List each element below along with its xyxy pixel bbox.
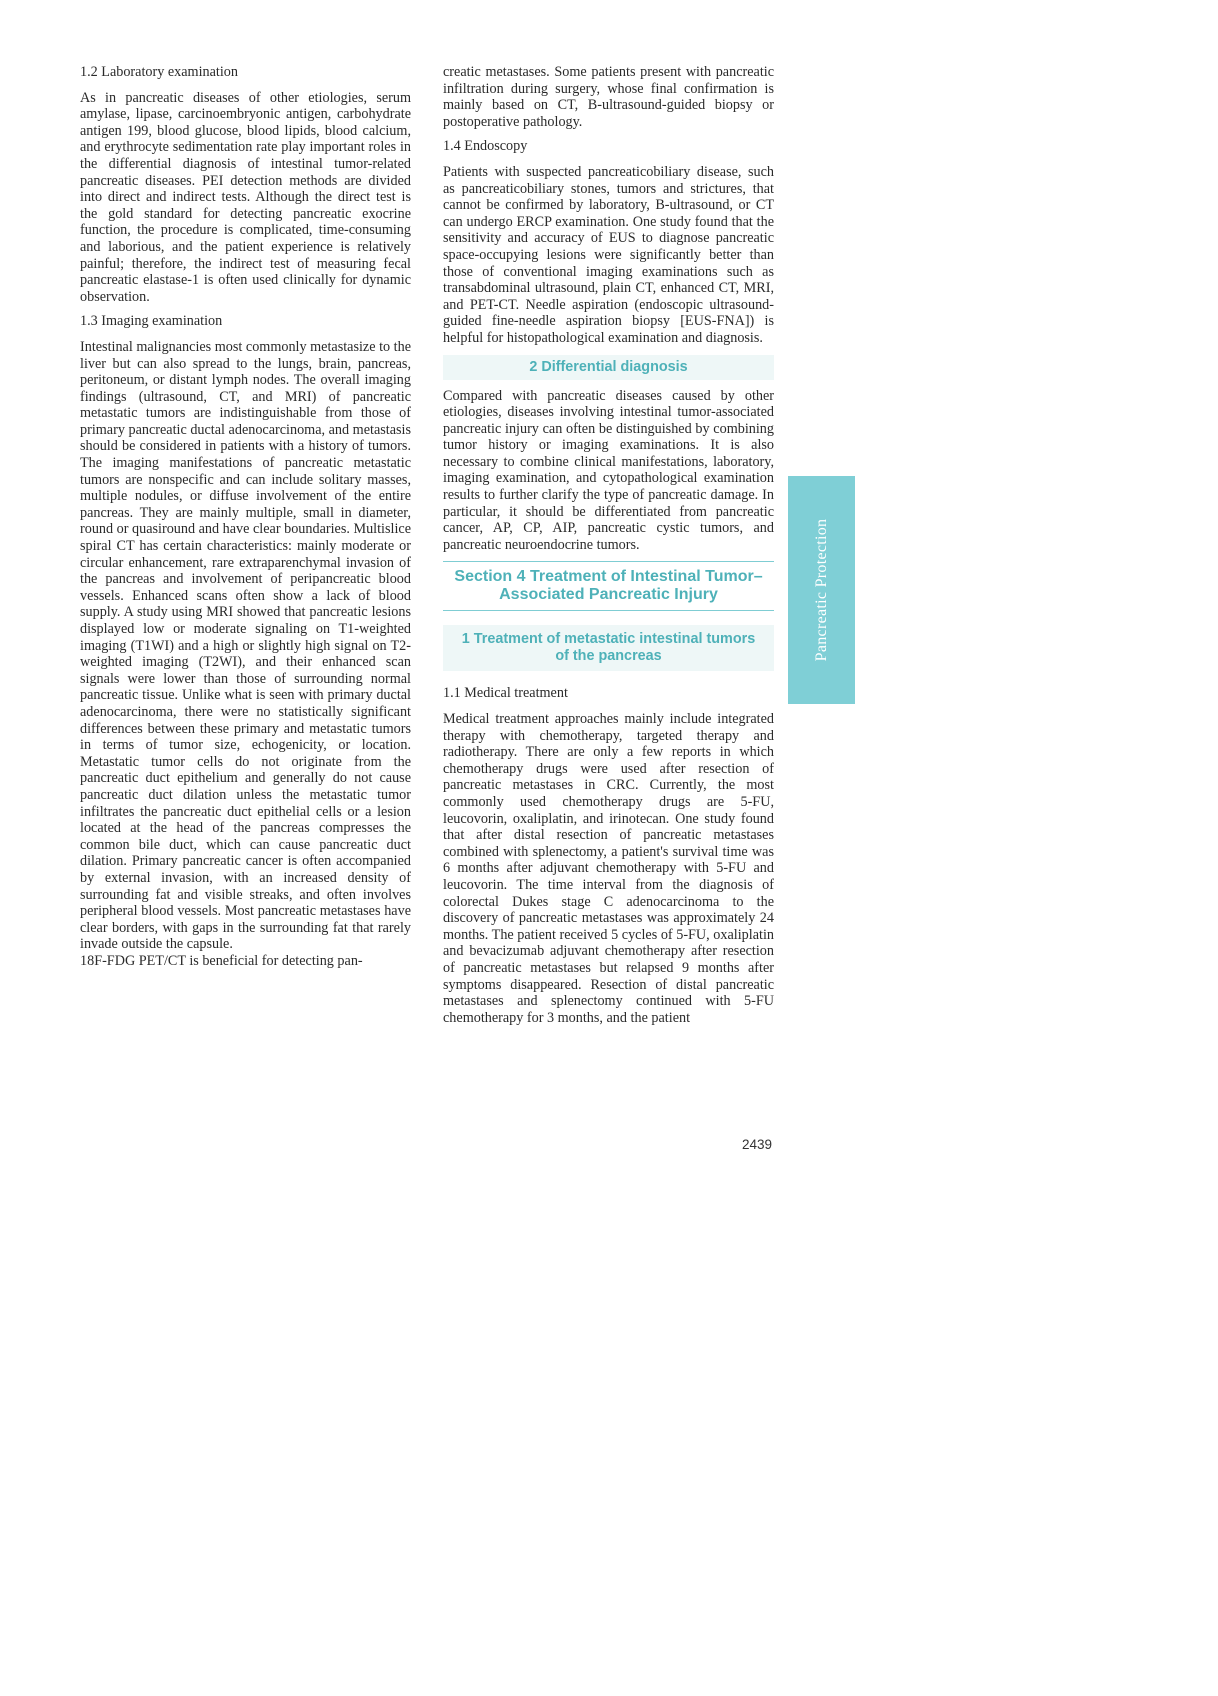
side-tab-label: Pancreatic Protection <box>812 518 830 662</box>
section-4-heading <box>443 561 774 611</box>
side-tab <box>788 476 855 704</box>
treatment-metastatic-heading-line-2: of the pancreas <box>555 648 662 665</box>
right-column <box>443 64 774 1034</box>
section-1-2-body: As in pancreatic diseases of other etiologies, serum amylase, lipase, carcinoembryonic antigen, carbohydrate antigen 199, blood glucose, blood lipids, blood calcium, and erythrocyte sedimentation rate play important roles in the differential diagnosis of intestinal tumor-related pancreatic diseases. PEI detection methods are divided into direct and indirect tests. Although the direct test is the gold standard for detecting pancreatic exocrine function, the procedure is complicated, time-consuming and laborious, and the patient experience is relatively painful; therefore, the indirect test of measuring fecal pancreatic elastase-1 is often used clinically for dynamic observation. <box>80 89 411 305</box>
section-1-4-title: 1.4 Endoscopy <box>443 138 528 155</box>
section-1-3-title: 1.3 Imaging examination <box>80 313 223 330</box>
page-number: 2439 <box>742 1137 773 1152</box>
differential-diagnosis-body: Compared with pancreatic diseases caused by other etiologies, diseases involving intestinal tumor-associated pancreatic injury can often be distinguished by combining tumor history or imaging examinations. It is also necessary to combine clinical manifestations, laboratory, imaging examination, and cytopathological examination results to further clarify the type of pancreatic damage. In particular, it should be differentiated from pancreatic cancer, AP, CP, AIP, pancreatic cystic tumors, and pancreatic neuroendocrine tumors. <box>443 387 774 553</box>
section-1-3-continued: 18F-FDG PET/CT is beneficial for detecting pan- <box>80 952 363 969</box>
differential-diagnosis-heading: 2 Differential diagnosis <box>443 355 774 380</box>
section-4-heading-line-1: Section 4 Treatment of Intestinal Tumor– <box>454 568 763 586</box>
treatment-metastatic-heading-line-1: 1 Treatment of metastatic intestinal tumors <box>461 631 756 648</box>
section-1-4-body: Patients with suspected pancreaticobiliary disease, such as pancreaticobiliary stones, tumors and strictures, that cannot be confirmed by laboratory, B-ultrasound, or CT can undergo ERCP examination. One study found that the sensitivity and accuracy of EUS to diagnose pancreatic space-occupying lesions were significantly better than those of conventional imaging examinations such as transabdominal ultrasound, plain CT, enhanced CT, MRI, and PET-CT. Needle aspiration (endoscopic ultrasound-guided fine-needle aspiration biopsy [EUS-FNA]) is helpful for histopathological examination and diagnosis. <box>443 163 774 346</box>
section-1-1-title: 1.1 Medical treatment <box>443 685 568 702</box>
continued-paragraph: creatic metastases. Some patients present with pancreatic infiltration during surgery, whose final confirmation is mainly based on CT, B-ultrasound-guided biopsy or postoperative pathology. <box>443 64 774 130</box>
treatment-metastatic-heading <box>443 625 774 671</box>
left-column <box>80 64 411 977</box>
section-1-1-body: Medical treatment approaches mainly include integrated therapy with chemotherapy, targeted therapy and radiotherapy. There are only a few reports in which chemotherapy drugs were used after resection of pancreatic metastases in CRC. Currently, the most commonly used chemotherapy drugs are 5-FU, leucovorin, oxaliplatin, and irinotecan. One study found that after distal resection of pancreatic metastases combined with splenectomy, a patient's survival time was 6 months after adjuvant chemotherapy with 5-FU and leucovorin. The time interval from the diagnosis of colorectal Dukes stage C adenocarcinoma to the discovery of pancreatic metastases was approximately 24 months. The patient received 5 cycles of 5-FU, oxaliplatin and bevacizumab adjuvant chemotherapy after resection of pancreatic metastases but relapsed 9 months after symptoms disappeared. Resection of distal pancreatic metastases and splenectomy continued with 5-FU chemotherapy for 3 months, and the patient <box>443 711 774 1026</box>
section-1-3-body: Intestinal malignancies most commonly metastasize to the liver but can also spread to the lungs, brain, pancreas, peritoneum, or distant lymph nodes. The overall imaging findings (ultrasound, CT, and MRI) of pancreatic metastatic tumors are indistinguishable from those of primary pancreatic ductal adenocarcinoma, and metastasis should be considered in patients with a history of tumors. The imaging manifestations of pancreatic metastatic tumors are nonspecific and can include solitary masses, multiple nodules, or diffuse involvement of the entire pancreas. They are mainly multiple, small in diameter, round or quasiround and have clear boundaries. Multislice spiral CT has certain characteristics: mainly moderate or circular enhancement, rare extraparenchymal invasion of the pancreas and involvement of peripancreatic blood vessels. Enhanced scans often show a lack of blood supply. A study using MRI showed that pancreatic lesions displayed low or moderate signaling on T1-weighted imaging (T1WI) and a high or slightly high signal on T2-weighted imaging (T2WI), and their enhanced scan signals were lower than those of surrounding normal pancreatic tissue. Unlike what is seen with primary ductal adenocarcinoma, there were no statistically significant differences between these primary and metastatic tumors in terms of tumor size, echogenicity, or location. Metastatic tumor cells do not originate from the pancreatic duct epithelium and generally do not cause pancreatic duct dilation unless the metastatic tumor infiltrates the pancreatic duct epithelial cells or a lesion located at the head of the pancreas compresses the common bile duct, which can cause pancreatic duct dilation. Primary pancreatic cancer is often accompanied by external invasion, with an increased density of surrounding fat and visible streaks, and often involves peripheral blood vessels. Most pancreatic metastases have clear borders, with gaps in the surrounding fat that rarely invade outside the capsule. <box>80 338 411 953</box>
section-4-heading-line-2: Associated Pancreatic Injury <box>499 586 718 604</box>
section-1-2-title: 1.2 Laboratory examination <box>80 64 238 80</box>
